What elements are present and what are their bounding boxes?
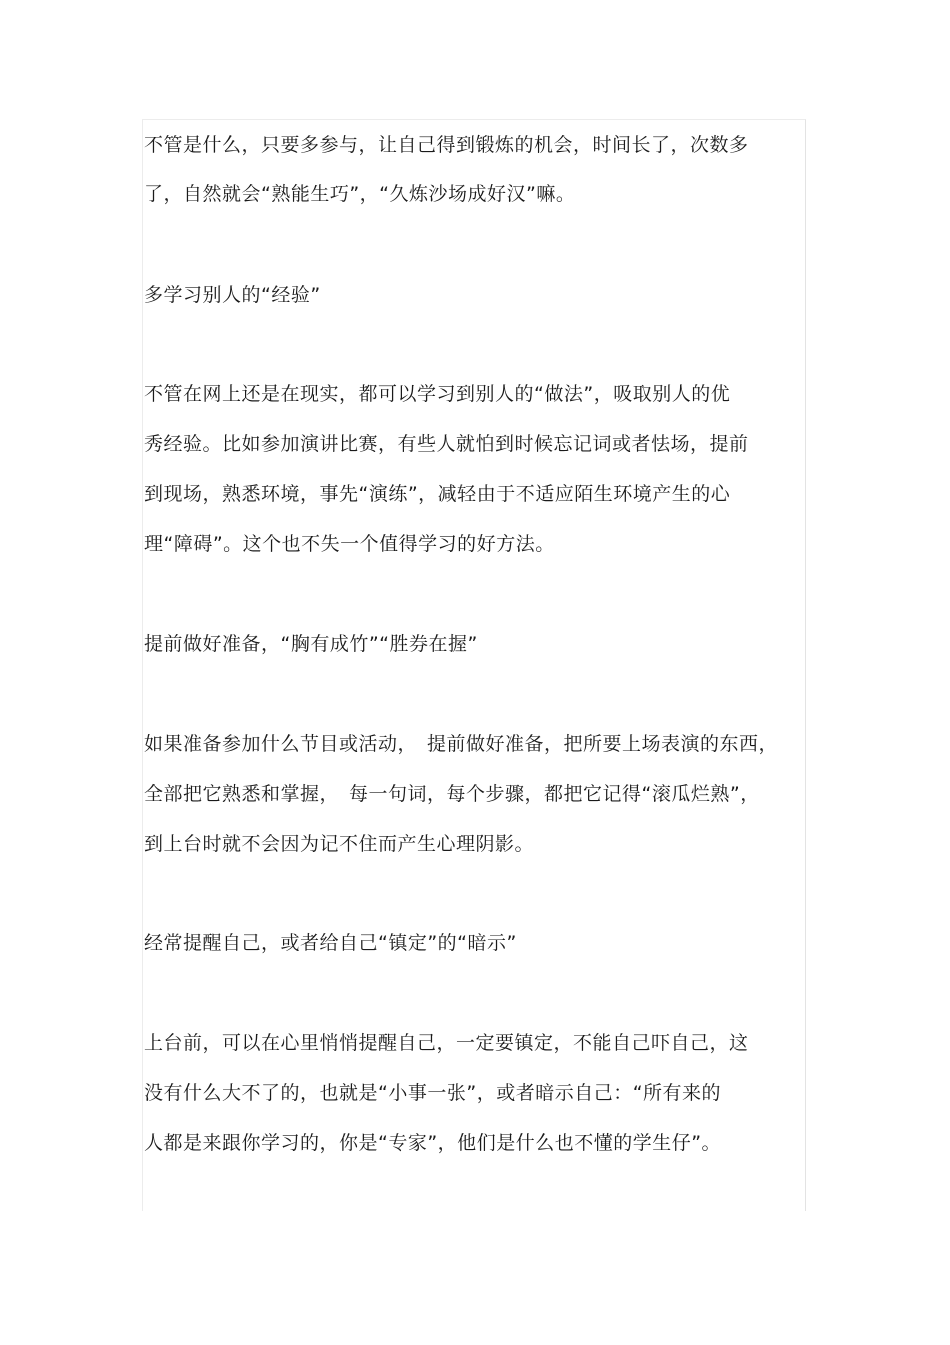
paragraph-2-line-1: 不管在网上还是在现实，都可以学习到别人的“做法”，吸取别人的优 xyxy=(144,383,731,405)
heading-prepare-ahead: 提前做好准备，“胸有成竹”“胜券在握” xyxy=(144,633,478,655)
paragraph-4-line-1: 上台前，可以在心里悄悄提醒自己，一定要镇定，不能自己吓自己，这 xyxy=(144,1032,749,1054)
paragraph-2-line-4: 理“障碍”。这个也不失一个值得学习的好方法。 xyxy=(144,533,555,555)
paragraph-1-line-1: 不管是什么，只要多参与，让自己得到锻炼的机会，时间长了，次数多 xyxy=(144,134,749,156)
paragraph-2-line-2: 秀经验。比如参加演讲比赛，有些人就怕到时候忘记词或者怯场，提前 xyxy=(144,433,749,455)
paragraph-3-line-2: 全部把它熟悉和掌握， 每一句词，每个步骤，都把它记得“滚瓜烂熟”， xyxy=(144,783,760,805)
paragraph-4-line-3: 人都是来跟你学习的，你是“专家”，他们是什么也不懂的学生仔”。 xyxy=(144,1132,722,1154)
paragraph-3-line-1: 如果准备参加什么节目或活动， 提前做好准备，把所要上场表演的东西， xyxy=(144,733,779,755)
paragraph-2-line-3: 到现场，熟悉环境，事先“演练”，减轻由于不适应陌生环境产生的心 xyxy=(144,483,731,505)
paragraph-4-line-2: 没有什么大不了的，也就是“小事一张”，或者暗示自己：“所有来的 xyxy=(144,1082,722,1104)
paragraph-1-line-2: 了，自然就会“熟能生巧”，“久炼沙场成好汉”嘛。 xyxy=(144,183,576,205)
heading-self-reminder: 经常提醒自己，或者给自己“镇定”的“暗示” xyxy=(144,932,517,954)
paragraph-3-line-3: 到上台时就不会因为记不住而产生心理阴影。 xyxy=(144,833,535,855)
heading-learn-experience: 多学习别人的“经验” xyxy=(144,284,321,306)
